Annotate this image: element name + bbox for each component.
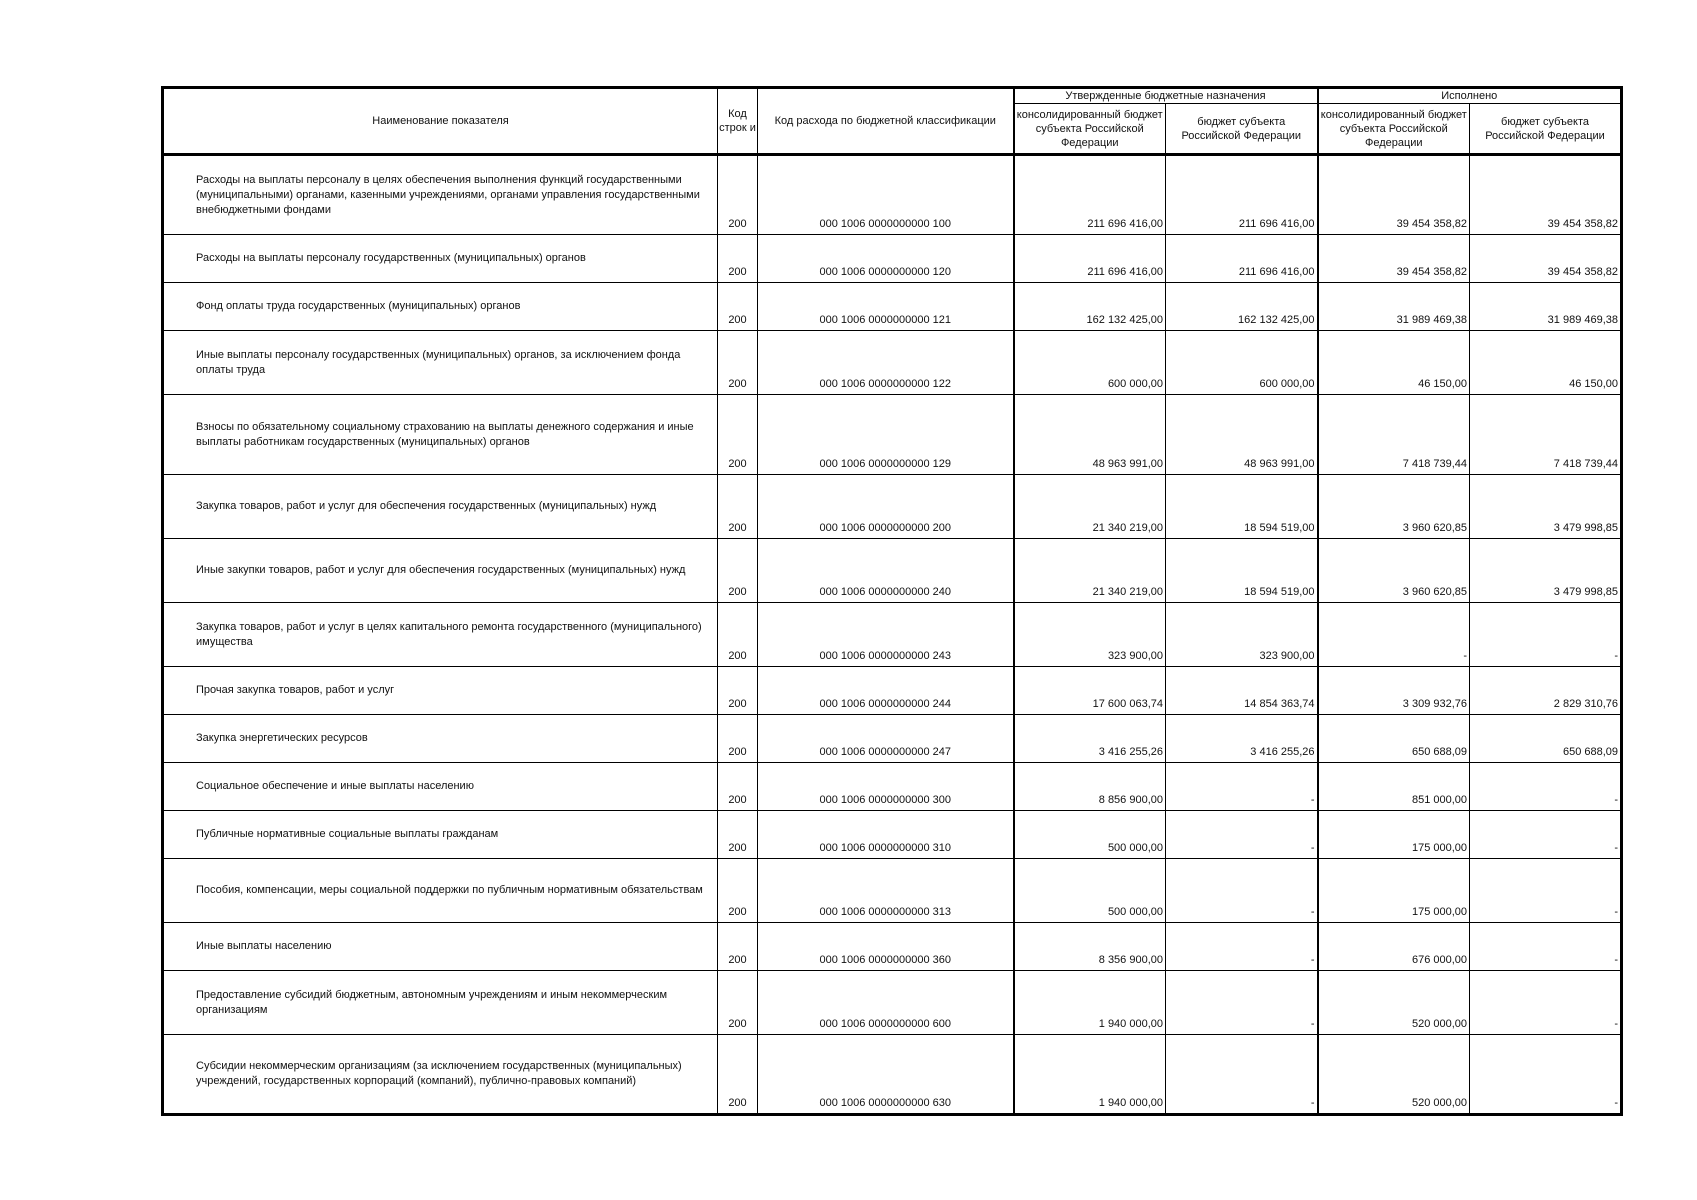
row-name: Расходы на выплаты персоналу в целях обеспечения выполнения функций государственными (муниципальными) органами, казенными учреждениями, органами управления государственными внебюджетными фондами: [163, 155, 718, 235]
row-approved-consolidated: 8 356 900,00: [1014, 923, 1166, 971]
row-executed-subject: -: [1470, 971, 1622, 1035]
row-approved-subject: 162 132 425,00: [1166, 283, 1318, 331]
row-classification: 000 1006 0000000000 121: [758, 283, 1014, 331]
row-approved-subject: -: [1166, 859, 1318, 923]
header-group-executed: Исполнено: [1318, 88, 1622, 104]
row-classification: 000 1006 0000000000 300: [758, 763, 1014, 811]
row-name: Публичные нормативные социальные выплаты гражданам: [163, 811, 718, 859]
row-code: 200: [718, 235, 758, 283]
row-approved-subject: 600 000,00: [1166, 331, 1318, 395]
row-executed-subject: -: [1470, 923, 1622, 971]
row-code: 200: [718, 603, 758, 667]
row-classification: 000 1006 0000000000 360: [758, 923, 1014, 971]
row-approved-consolidated: 162 132 425,00: [1014, 283, 1166, 331]
row-code: 200: [718, 331, 758, 395]
row-executed-consolidated: 676 000,00: [1318, 923, 1470, 971]
row-executed-consolidated: -: [1318, 603, 1470, 667]
row-classification: 000 1006 0000000000 122: [758, 331, 1014, 395]
row-code: 200: [718, 971, 758, 1035]
row-approved-consolidated: 21 340 219,00: [1014, 539, 1166, 603]
table-row: [163, 667, 1622, 715]
row-executed-consolidated: 650 688,09: [1318, 715, 1470, 763]
row-approved-consolidated: 500 000,00: [1014, 859, 1166, 923]
header-executed-consolidated: консолидированный бюджет субъекта Российской Федерации: [1318, 104, 1470, 155]
header-name: Наименование показателя: [163, 88, 718, 155]
row-name: Субсидии некоммерческим организациям (за исключением государственных (муниципальных) учреждений, государственных корпораций (компаний), публично-правовых компаний): [163, 1035, 718, 1115]
table-row: [163, 603, 1622, 667]
row-executed-consolidated: 39 454 358,82: [1318, 155, 1470, 235]
row-name: Предоставление субсидий бюджетным, автономным учреждениям и иным некоммерческим организациям: [163, 971, 718, 1035]
row-approved-consolidated: 3 416 255,26: [1014, 715, 1166, 763]
row-approved-consolidated: 1 940 000,00: [1014, 971, 1166, 1035]
row-name: Закупка товаров, работ и услуг для обеспечения государственных (муниципальных) нужд: [163, 475, 718, 539]
row-approved-subject: 211 696 416,00: [1166, 235, 1318, 283]
row-approved-consolidated: 323 900,00: [1014, 603, 1166, 667]
row-executed-consolidated: 7 418 739,44: [1318, 395, 1470, 475]
row-classification: 000 1006 0000000000 100: [758, 155, 1014, 235]
row-executed-subject: -: [1470, 763, 1622, 811]
row-approved-consolidated: 211 696 416,00: [1014, 155, 1166, 235]
row-executed-consolidated: 46 150,00: [1318, 331, 1470, 395]
row-code: 200: [718, 1035, 758, 1115]
row-code: 200: [718, 763, 758, 811]
row-executed-subject: -: [1470, 859, 1622, 923]
row-approved-subject: 3 416 255,26: [1166, 715, 1318, 763]
header-code: Код строк и: [718, 88, 758, 155]
row-name: Социальное обеспечение и иные выплаты населению: [163, 763, 718, 811]
row-executed-subject: -: [1470, 811, 1622, 859]
row-executed-consolidated: 520 000,00: [1318, 1035, 1470, 1115]
table-row: [163, 971, 1622, 1035]
row-classification: 000 1006 0000000000 200: [758, 475, 1014, 539]
table-row: [163, 763, 1622, 811]
table-header: [163, 88, 1622, 155]
row-approved-subject: 18 594 519,00: [1166, 539, 1318, 603]
row-approved-consolidated: 21 340 219,00: [1014, 475, 1166, 539]
row-approved-subject: 211 696 416,00: [1166, 155, 1318, 235]
row-code: 200: [718, 283, 758, 331]
row-executed-consolidated: 851 000,00: [1318, 763, 1470, 811]
row-classification: 000 1006 0000000000 129: [758, 395, 1014, 475]
row-approved-consolidated: 48 963 991,00: [1014, 395, 1166, 475]
row-approved-subject: 323 900,00: [1166, 603, 1318, 667]
row-approved-subject: -: [1166, 811, 1318, 859]
row-executed-consolidated: 175 000,00: [1318, 859, 1470, 923]
row-executed-subject: 2 829 310,76: [1470, 667, 1622, 715]
row-executed-consolidated: 31 989 469,38: [1318, 283, 1470, 331]
row-executed-consolidated: 39 454 358,82: [1318, 235, 1470, 283]
row-name: Иные закупки товаров, работ и услуг для обеспечения государственных (муниципальных) нужд: [163, 539, 718, 603]
row-executed-subject: -: [1470, 1035, 1622, 1115]
row-name: Пособия, компенсации, меры социальной поддержки по публичным нормативным обязательствам: [163, 859, 718, 923]
row-executed-subject: 3 479 998,85: [1470, 539, 1622, 603]
row-executed-subject: 31 989 469,38: [1470, 283, 1622, 331]
row-name: Иные выплаты персоналу государственных (муниципальных) органов, за исключением фонда оплаты труда: [163, 331, 718, 395]
row-code: 200: [718, 811, 758, 859]
table-row: [163, 475, 1622, 539]
row-approved-subject: 18 594 519,00: [1166, 475, 1318, 539]
row-code: 200: [718, 539, 758, 603]
expenditure-table: [161, 86, 1623, 1116]
table-row: [163, 539, 1622, 603]
table-row: [163, 331, 1622, 395]
row-executed-consolidated: 3 960 620,85: [1318, 539, 1470, 603]
row-name: Закупка товаров, работ и услуг в целях капитального ремонта государственного (муниципального) имущества: [163, 603, 718, 667]
table-row: [163, 283, 1622, 331]
row-code: 200: [718, 475, 758, 539]
row-executed-subject: 650 688,09: [1470, 715, 1622, 763]
table-row: [163, 155, 1622, 235]
row-executed-subject: 46 150,00: [1470, 331, 1622, 395]
row-executed-subject: 7 418 739,44: [1470, 395, 1622, 475]
row-approved-consolidated: 211 696 416,00: [1014, 235, 1166, 283]
row-executed-subject: -: [1470, 603, 1622, 667]
table-row: [163, 715, 1622, 763]
row-approved-consolidated: 17 600 063,74: [1014, 667, 1166, 715]
table-row: [163, 923, 1622, 971]
row-name: Закупка энергетических ресурсов: [163, 715, 718, 763]
table-row: [163, 395, 1622, 475]
row-name: Расходы на выплаты персоналу государственных (муниципальных) органов: [163, 235, 718, 283]
row-approved-subject: -: [1166, 923, 1318, 971]
table-row: [163, 859, 1622, 923]
row-code: 200: [718, 859, 758, 923]
row-code: 200: [718, 667, 758, 715]
header-executed-subject: бюджет субъекта Российской Федерации: [1470, 104, 1622, 155]
row-approved-consolidated: 600 000,00: [1014, 331, 1166, 395]
row-approved-subject: -: [1166, 1035, 1318, 1115]
row-classification: 000 1006 0000000000 630: [758, 1035, 1014, 1115]
row-code: 200: [718, 395, 758, 475]
row-executed-consolidated: 3 309 932,76: [1318, 667, 1470, 715]
row-approved-subject: -: [1166, 763, 1318, 811]
row-approved-consolidated: 1 940 000,00: [1014, 1035, 1166, 1115]
table-row: [163, 235, 1622, 283]
row-executed-subject: 3 479 998,85: [1470, 475, 1622, 539]
header-classification: Код расхода по бюджетной классификации: [758, 88, 1014, 155]
row-executed-subject: 39 454 358,82: [1470, 235, 1622, 283]
row-name: Прочая закупка товаров, работ и услуг: [163, 667, 718, 715]
row-classification: 000 1006 0000000000 240: [758, 539, 1014, 603]
row-classification: 000 1006 0000000000 244: [758, 667, 1014, 715]
row-name: Иные выплаты населению: [163, 923, 718, 971]
row-classification: 000 1006 0000000000 120: [758, 235, 1014, 283]
row-executed-consolidated: 175 000,00: [1318, 811, 1470, 859]
row-approved-subject: 48 963 991,00: [1166, 395, 1318, 475]
row-executed-consolidated: 3 960 620,85: [1318, 475, 1470, 539]
row-approved-subject: 14 854 363,74: [1166, 667, 1318, 715]
row-classification: 000 1006 0000000000 247: [758, 715, 1014, 763]
row-code: 200: [718, 155, 758, 235]
table-row: [163, 811, 1622, 859]
row-classification: 000 1006 0000000000 600: [758, 971, 1014, 1035]
row-code: 200: [718, 715, 758, 763]
header-approved-subject: бюджет субъекта Российской Федерации: [1166, 104, 1318, 155]
row-classification: 000 1006 0000000000 310: [758, 811, 1014, 859]
row-executed-consolidated: 520 000,00: [1318, 971, 1470, 1035]
row-executed-subject: 39 454 358,82: [1470, 155, 1622, 235]
row-name: Взносы по обязательному социальному страхованию на выплаты денежного содержания и иные выплаты работникам государственных (муниципальных) органов: [163, 395, 718, 475]
table-row: [163, 1035, 1622, 1115]
row-approved-subject: -: [1166, 971, 1318, 1035]
row-approved-consolidated: 500 000,00: [1014, 811, 1166, 859]
row-name: Фонд оплаты труда государственных (муниципальных) органов: [163, 283, 718, 331]
row-code: 200: [718, 923, 758, 971]
row-classification: 000 1006 0000000000 313: [758, 859, 1014, 923]
row-approved-consolidated: 8 856 900,00: [1014, 763, 1166, 811]
row-classification: 000 1006 0000000000 243: [758, 603, 1014, 667]
report-sheet: [161, 86, 1623, 1116]
header-group-approved: Утвержденные бюджетные назначения: [1014, 88, 1318, 104]
header-approved-consolidated: консолидированный бюджет субъекта Российской Федерации: [1014, 104, 1166, 155]
table-body: [163, 155, 1622, 1115]
